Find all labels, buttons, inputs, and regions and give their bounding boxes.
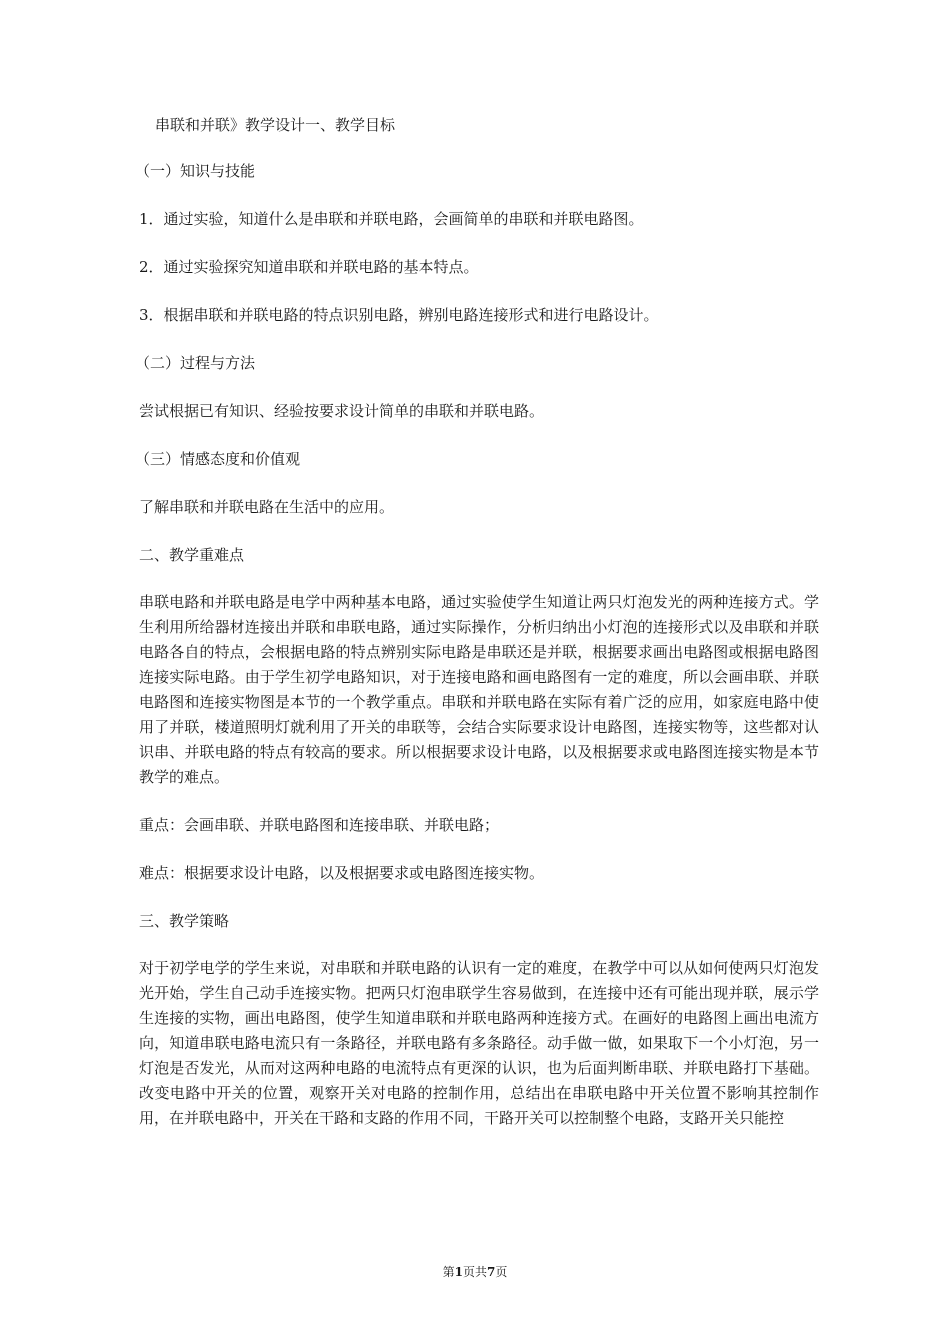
footer-page-number: 1: [454, 1265, 463, 1279]
difficulty-line: 难点：根据要求设计电路，以及根据要求或电路图连接实物。: [139, 864, 545, 882]
document-title: 串联和并联》教学设计一、教学目标: [155, 116, 396, 134]
footer-middle: 页共: [462, 1265, 487, 1279]
objective-item-3: 3．根据串联和并联电路的特点识别电路，辨别电路连接形式和进行电路设计。: [139, 306, 659, 324]
key-difficulties-paragraph: 串联电路和并联电路是电学中两种基本电路，通过实验使学生知道让两只灯泡发光的两种连接方式。学生利用所给器材连接出并联和串联电路，通过实际操作，分析归纳出小灯泡的连接形式以及串联和并联电路各自的特点，会根据电路的特点辨别实际电路是串联还是并联，根据要求画出电路图或根据电路图连接实际电路。由于学生初学电路知识，对于连接电路和画电路图有一定的难度，所以会画串联、并联电路图和连接实物图是本节的一个教学重点。串联和并联电路在实际有着广泛的应用，如家庭电路中使用了并联，楼道照明灯就利用了开关的串联等，会结合实际要求设计电路图，连接实物等，这些都对认识串、并联电路的特点有较高的要求。所以根据要求设计电路，以及根据要求或电路图连接实物是本节教学的难点。: [139, 593, 819, 786]
page-footer: [0, 1264, 950, 1280]
key-point-line: 重点：会画串联、并联电路图和连接串联、并联电路；: [139, 816, 500, 834]
section-heading-attitude-values: （三）情感态度和价值观: [135, 450, 301, 468]
footer-total-pages: 7: [487, 1265, 496, 1279]
footer-suffix: 页: [495, 1265, 508, 1279]
section-heading-process-method: （二）过程与方法: [135, 354, 256, 372]
objective-item-2: 2．通过实验探究知道串联和并联电路的基本特点。: [139, 258, 479, 276]
footer-prefix: 第: [442, 1265, 455, 1279]
objective-item-1: 1．通过实验，知道什么是串联和并联电路，会画简单的串联和并联电路图。: [139, 210, 644, 228]
process-method-text: 尝试根据已有知识、经验按要求设计简单的串联和并联电路。: [139, 402, 545, 420]
section-heading-teaching-strategy: 三、教学策略: [139, 912, 230, 930]
attitude-values-text: 了解串联和并联电路在生活中的应用。: [139, 498, 395, 516]
section-heading-knowledge-skills: （一）知识与技能: [135, 162, 256, 180]
teaching-strategy-paragraph: 对于初学电学的学生来说，对串联和并联电路的认识有一定的难度，在教学中可以从如何使两只灯泡发光开始，学生自己动手连接实物。把两只灯泡串联学生容易做到，在连接中还有可能出现并联，展示学生连接的实物，画出电路图，使学生知道串联和并联电路两种连接方式。在画好的电路图上画出电流方向，知道串联电路电流只有一条路径，并联电路有多条路径。动手做一做，如果取下一个小灯泡，另一灯泡是否发光，从而对这两种电路的电流特点有更深的认识，也为后面判断串联、并联电路打下基础。改变电路中开关的位置，观察开关对电路的控制作用，总结出在串联电路中开关位置不影响其控制作用，在并联电路中，开关在干路和支路的作用不同，干路开关可以控制整个电路，支路开关只能控: [139, 959, 819, 1127]
document-body: [135, 112, 819, 1153]
section-heading-key-difficulties: 二、教学重难点: [139, 546, 245, 564]
